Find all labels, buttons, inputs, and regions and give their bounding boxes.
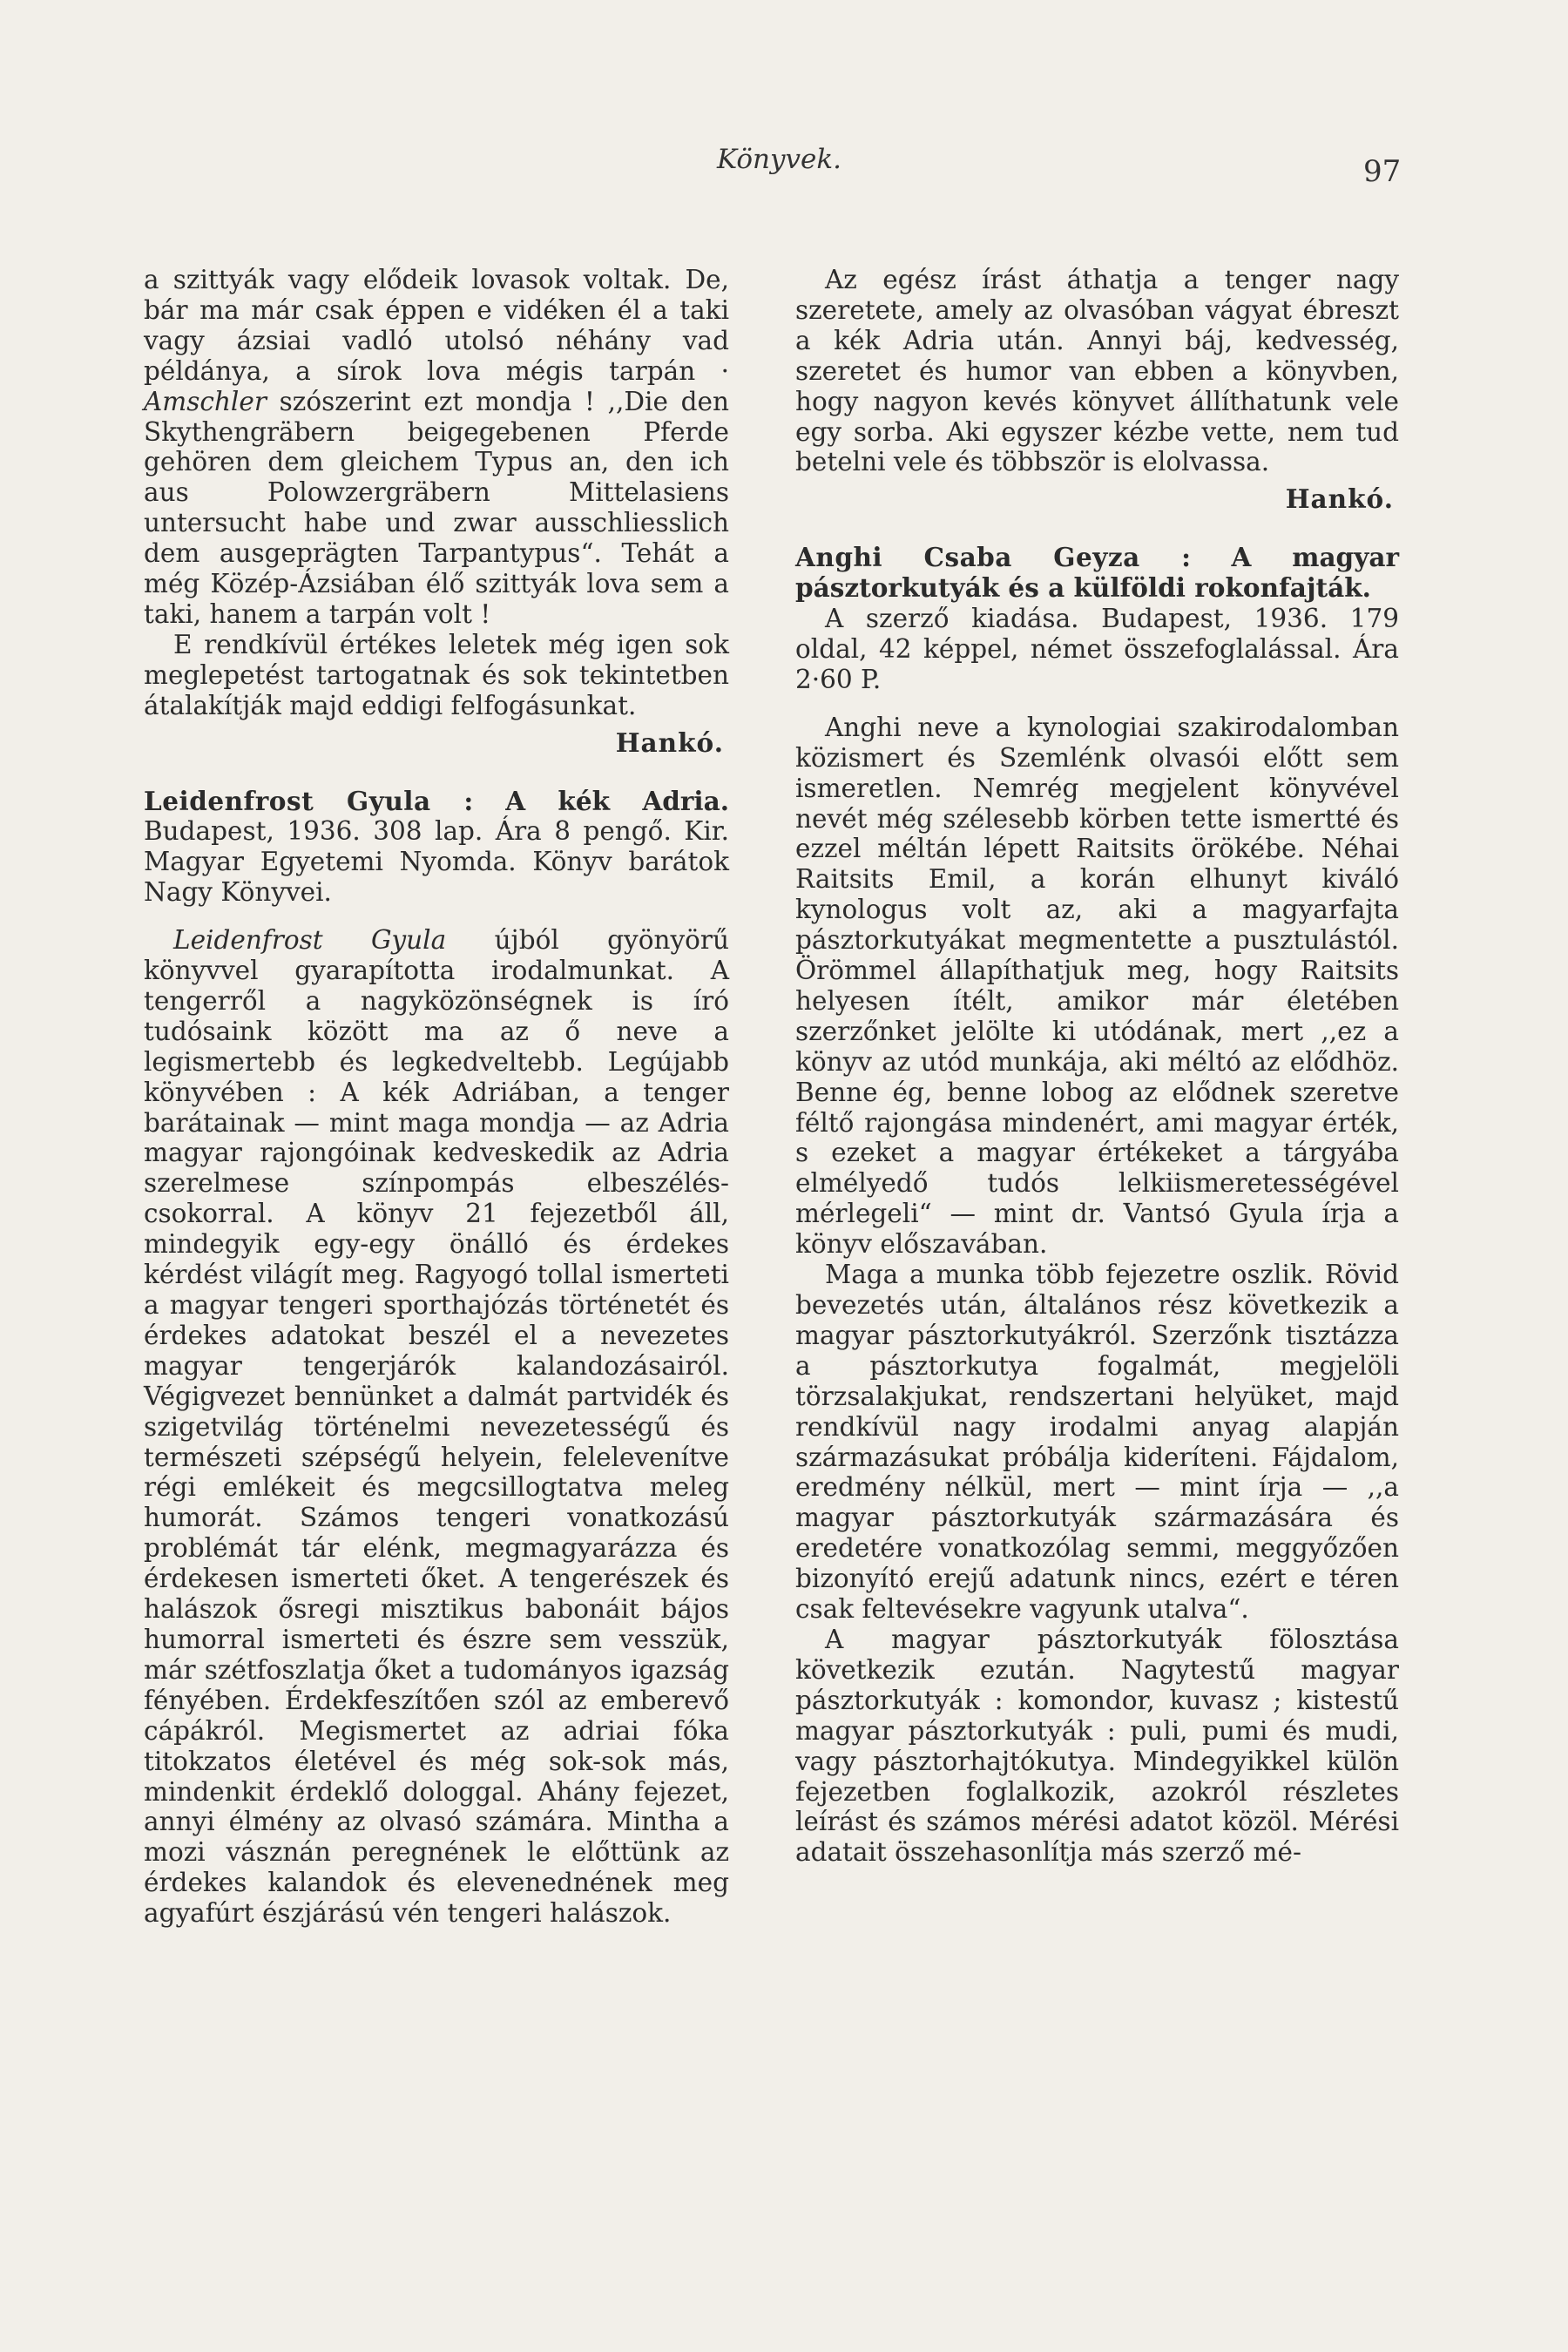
right-column bbox=[795, 265, 1399, 1868]
running-title: Könyvek. bbox=[717, 144, 841, 175]
second-paragraph: E rendkívül értékes leletek még igen sok meglepetést tartogatnak és sok tekintetben átalakítják majd eddigi felfogásunkat. bbox=[144, 629, 729, 720]
page-header bbox=[0, 144, 1568, 196]
left-column bbox=[144, 265, 729, 1929]
review3-author: Anghi Csaba Geyza : bbox=[795, 542, 1192, 573]
page-number: 97 bbox=[1363, 154, 1402, 189]
review3-paragraph-1: Anghi neve a kynologiai szakirodalomban közismert és Szemlénk olvasói előtt sem ismeretlen. Nemrég megjelent könyvével nevét még szélesebb körben tette ismertté és ezzel méltán lépett Raitsits örökébe. Néhai Raitsits Emil, a korán elhunyt kiváló kynologus volt az, aki a magyarfajta pásztorkutyákat megmentette a pusztulástól. Örömmel állapíthatjuk meg, hogy Raitsits helyesen ítélt, amikor már életében szerzőnket jelölte ki utódának, mert ,,ez a könyv az utód munkája, aki méltó az elődhöz. Benne ég, benne lobog az elődnek szeretve féltő rajongása mindenért, ami magyar érték, s ezeket a magyar értékeket a tárgyába elmélyedő tudós lelkiismeretességével mérlegeli“ — mint dr. Vantsó Gyula írja a könyv előszavában. bbox=[795, 712, 1399, 1260]
review2-title: A kék Adria. bbox=[505, 785, 729, 816]
review2-author-italic: Leidenfrost Gyula bbox=[173, 925, 447, 956]
intro-italic-name: Amschler bbox=[144, 386, 267, 416]
review2-details: Budapest, 1936. 308 lap. Ára 8 pengő. Kir. Magyar Egyetemi Nyomda. Könyv barátok Nagy Könyvei. bbox=[144, 816, 729, 908]
signature-2: Hankó. bbox=[1285, 483, 1394, 515]
review3-title: A magyar pásztorkutyák és a külföldi rokonfajták. bbox=[795, 542, 1399, 604]
signature-1: Hankó. bbox=[615, 727, 724, 758]
intro-paragraph: a szittyák vagy elődeik lovasok voltak. De, bár ma már csak éppen e vidéken él a taki vagy ázsiai vadló utolsó néhány vad példánya, a sírok lova mégis tarpán · Amschler szószerint ezt mondja ! ,,Die den Skythengräbern beigegebenen Pferde gehören dem gleichem Typus an, den ich aus Polowzergräbern Mittelasiens untersucht habe und zwar ausschliesslich dem ausgeprägten Tarpantypus“. Tehát a még Közép-Ázsiában élő szittyák lova sem a taki, hanem a tarpán volt ! bbox=[144, 265, 729, 629]
review2-heading bbox=[144, 787, 729, 909]
review2-author: Leidenfrost Gyula : bbox=[144, 785, 474, 816]
review3-heading bbox=[795, 543, 1399, 604]
review3-paragraph-2: Maga a munka több fejezetre oszlik. Rövid bevezetés után, általános rész következik a magyar pásztorkutyákról. Szerzőnk tisztázza a pásztorkutya fogalmát, megjelöli törzsalakjukat, rendszertani helyüket, majd rendkívül nagy irodalmi anyag alapján származásukat próbálja kideríteni. Fájdalom, eredmény nélkül, mert — mint írja — ,,a magyar pásztorkutyák származására és eredetére vonatkozólag semmi, meggyőzően bizonyító erejű adatunk nincs, ezért e téren csak feltevésekre vagyunk utalva“. bbox=[795, 1260, 1399, 1625]
review3-paragraph-3: A magyar pásztorkutyák fölosztása következik ezután. Nagytestű magyar pásztorkutyák : komondor, kuvasz ; kistestű magyar pásztorkutyák : puli, pumi és mudi, vagy pásztorhajtókutya. Mindegyikkel külön fejezetben foglalkozik, azokról részletes leírást és számos mérési adatot közöl. Mérési adatait összehasonlítja más szerző mé- bbox=[795, 1624, 1399, 1868]
continuation-paragraph: Az egész írást áthatja a tenger nagy szeretete, amely az olvasóban vágyat ébreszt a kék Adria után. Annyi báj, kedvesség, szeretet és humor van ebben a könyvben, hogy nagyon kevés könyvet állíthatunk vele egy sorba. Aki egyszer kézbe vette, nem tud betelni vele és többször is elolvassa. bbox=[795, 265, 1399, 477]
review3-details: A szerző kiadása. Budapest, 1936. 179 oldal, 42 képpel, német összefoglalással. Ára 2·60 P. bbox=[795, 604, 1399, 694]
review2-body: Leidenfrost Gyula újból gyönyörű könyvvel gyarapította irodalmunkat. A tengerről a nagyközönségnek is író tudósaink között ma az ő neve a legismertebb és legkedveltebb. Legújabb könyvében : A kék Adriában, a tenger barátainak — mint maga mondja — az Adria magyar rajongóinak kedveskedik az Adria szerelmese színpompás elbeszélés-csokorral. A könyv 21 fejezetből áll, mindegyik egy-egy önálló és érdekes kérdést világít meg. Ragyogó tollal ismerteti a magyar tengeri sporthajózás történetét és érdekes adatokat beszél el a nevezetes magyar tengerjárók kalandozásairól. Végigvezet bennünket a dalmát partvidék és szigetvilág történelmi nevezetességű és természeti szépségű helyein, felelevenítve régi emlékeit és megcsillogtatva meleg humorát. Számos tengeri vonatkozású problémát tár elénk, megmagyarázza és érdekesen ismerteti őket. A tengerészek és halászok ősregi misztikus babonáit bájos humorral ismerteti és észre sem vesszük, már szétfoszlatja őket a tudományos igazság fényében. Érdekfeszítően szól az emberevő cápákról. Megismertet az adriai fóka titokzatos életével és még sok-sok más, mindenkit érdeklő dologgal. Ahány fejezet, annyi élmény az olvasó számára. Mintha a mozi vásznán peregnének le előttünk az érdekes kalandok és elevenednének meg agyafúrt észjárású vén tengeri halászok. bbox=[144, 925, 729, 1929]
